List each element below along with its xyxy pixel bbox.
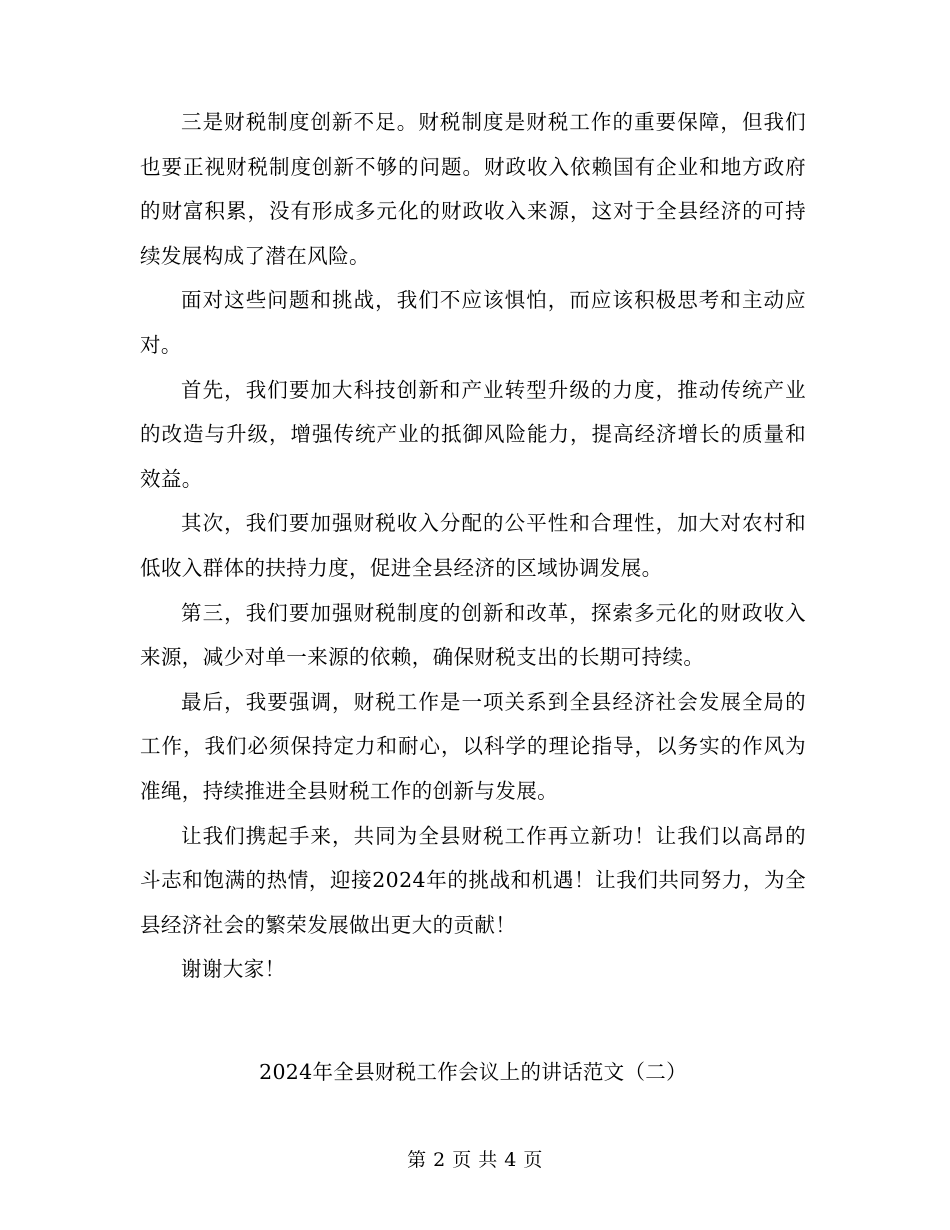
body-text	[140, 100, 806, 992]
paragraph-3: 首先，我们要加大科技创新和产业转型升级的力度，推动传统产业的改造与升级，增强传统产业的抵御风险能力，提高经济增长的质量和效益。	[140, 377, 806, 491]
paragraph-2: 面对这些问题和挑战，我们不应该惧怕，而应该积极思考和主动应对。	[140, 288, 806, 357]
paragraph-8: 谢谢大家！	[181, 957, 286, 982]
paragraph-1: 三是财税制度创新不足。财税制度是财税工作的重要保障，但我们也要正视财税制度创新不够的问题。财政收入依赖国有企业和地方政府的财富积累，没有形成多元化的财政收入来源，这对于全县经济的可持续发展构成了潜在风险。	[140, 110, 806, 268]
page-number: 第 2 页 共 4 页	[407, 1149, 543, 1171]
paragraph-4: 其次，我们要加强财税收入分配的公平性和合理性，加大对农村和低收入群体的扶持力度，促进全县经济的区域协调发展。	[140, 511, 806, 580]
paragraph-7: 让我们携起手来，共同为全县财税工作再立新功！让我们以高昂的斗志和饱满的热情，迎接2024年的挑战和机遇！让我们共同努力，为全县经济社会的繁荣发展做出更大的贡献！	[140, 823, 806, 937]
paragraph-5: 第三，我们要加强财税制度的创新和改革，探索多元化的财政收入来源，减少对单一来源的依赖，确保财税支出的长期可持续。	[140, 600, 806, 670]
section-title: 2024年全县财税工作会议上的讲话范文（二）	[259, 1060, 687, 1084]
paragraph-6: 最后，我要强调，财税工作是一项关系到全县经济社会发展全局的工作，我们必须保持定力和耐心，以科学的理论指导，以务实的作风为准绳，持续推进全县财税工作的创新与发展。	[140, 689, 806, 803]
page-footer	[0, 1142, 950, 1178]
